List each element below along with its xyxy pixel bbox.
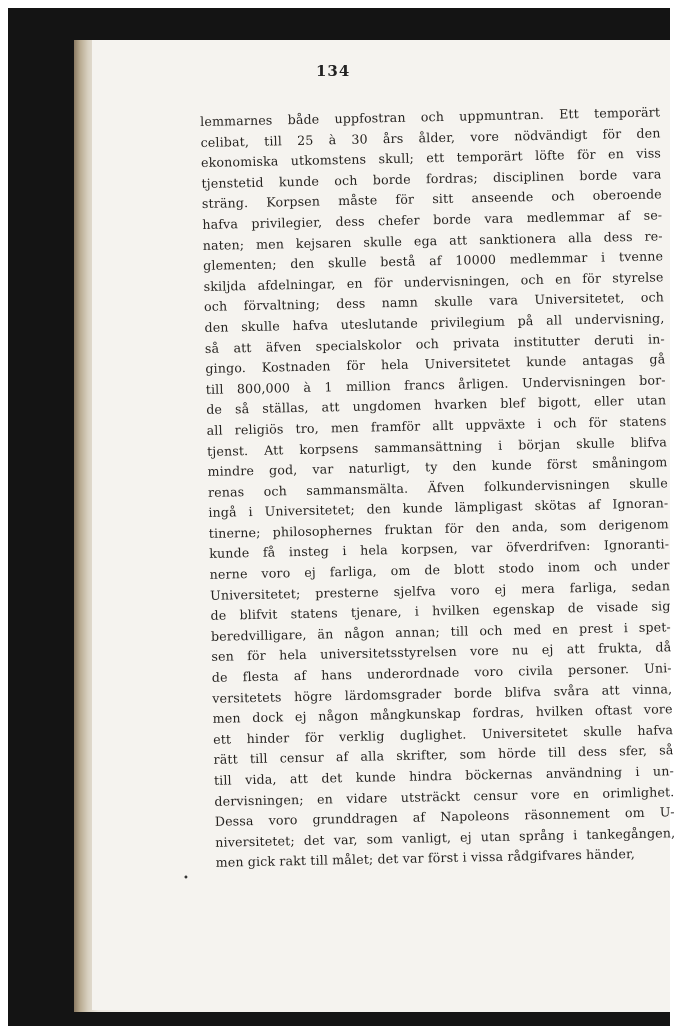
text-line: ingå i Universitetet; den kunde lämpligast skötas af Ignoran-	[208, 495, 669, 521]
text-line: lemmarnes både uppfostran och uppmuntran. Ett temporärt	[200, 104, 661, 129]
text-line: sträng. Korpsen måste för sitt anseende och oberoende	[201, 186, 662, 212]
text-line: men dock ej någon mångkunskap fordras, hvilken oftast vore	[212, 701, 673, 727]
text-line: celibat, till 25 à 30 års ålder, vore nödvändigt för den	[200, 124, 661, 150]
text-line: men gick rakt till målet; det var först i vissa rådgifvares händer,	[215, 846, 636, 871]
text-line: den skulle hafva uteslutande privilegium på all undervisning,	[204, 310, 665, 335]
text-line: ekonomiska utkomstens skull; ett temporärt löfte för en viss	[200, 145, 662, 171]
text-line: niversitetet; det var, som vanligt, ej utan språng i tankegången,	[215, 824, 676, 850]
text-line: kunde få insteg i hela korpsen, var öfverdrifven: Ignoranti-	[209, 536, 670, 562]
text-line: de blifvit statens tjenare, i hvilken egenskap de visade sig	[210, 598, 671, 624]
text-line: hafva privilegier, dess chefer borde vara medlemmar af se-	[202, 207, 663, 232]
page-number: 134	[316, 62, 351, 80]
text-line: beredvilligare, än någon annan; till och med en prest i spet-	[210, 619, 672, 644]
text-line: dervisningen; en vidare utsträckt censur vore en orimlighet.	[214, 783, 675, 809]
text-line: versitetets högre lärdomsgrader borde blifva svåra att vinna,	[212, 680, 673, 706]
text-line: tinerne; philosophernes fruktan för den anda, som derigenom	[208, 516, 669, 541]
text-line: naten; men kejsaren skulle ega att sanktionera alla dess re-	[202, 227, 663, 253]
text-line: de så ställas, att ungdomen hvarken blef bigott, eller utan	[206, 392, 667, 418]
text-line: skiljda afdelningar, en för undervisningen, och en för styrelse	[203, 269, 664, 294]
text-line: ett hinder för verklig duglighet. Universitetet skulle hafva	[212, 722, 674, 747]
text-line: glementen; den skulle bestå af 10000 medlemmar i tvenne	[203, 248, 664, 274]
text-line: Dessa voro grunddragen af Napoleons räsonnement om U-	[214, 804, 675, 830]
text-line: de flesta af hans underordnade voro civila personer. Uni-	[211, 660, 672, 685]
text-line: sen för hela universitetsstyrelsen vore nu ej att frukta, då	[211, 639, 672, 665]
text-line: Universitetet; presterne sjelfva voro ej mera farliga, sedan	[209, 577, 671, 603]
text-line: mindre god, var naturligt, ty den kunde först småningom	[207, 454, 668, 480]
text-line: och förvaltning; dess namn skulle vara Universitetet, och	[203, 289, 665, 315]
body-text	[200, 102, 676, 873]
text-line: till 800,000 à 1 million francs årligen. Undervisningen bor-	[205, 372, 666, 397]
text-line: gingo. Kostnaden för hela Universitetet kunde antagas gå	[205, 351, 666, 377]
text-line: tjenst. Att korpsens sammansättning i början skulle blifva	[206, 433, 668, 459]
text-line: tjenstetid kunde och borde fordras; disciplinen borde vara	[201, 166, 662, 191]
text-line: till vida, att det kunde hindra böckernas användning i un-	[213, 763, 675, 788]
text-line: all religiös tro, men framför allt uppväxte i och för statens	[206, 413, 667, 438]
text-line: nerne voro ej farliga, om de blott stodo inom och under	[209, 557, 670, 582]
text-line: rätt till censur af alla skrifter, som hörde till dess sfer, så	[213, 742, 674, 768]
text-line: renas och sammansmälta. Äfven folkundervisningen skulle	[207, 474, 669, 500]
margin-mark: •	[183, 873, 189, 884]
text-line: så att äfven specialskolor och privata institutter deruti in-	[204, 330, 665, 356]
